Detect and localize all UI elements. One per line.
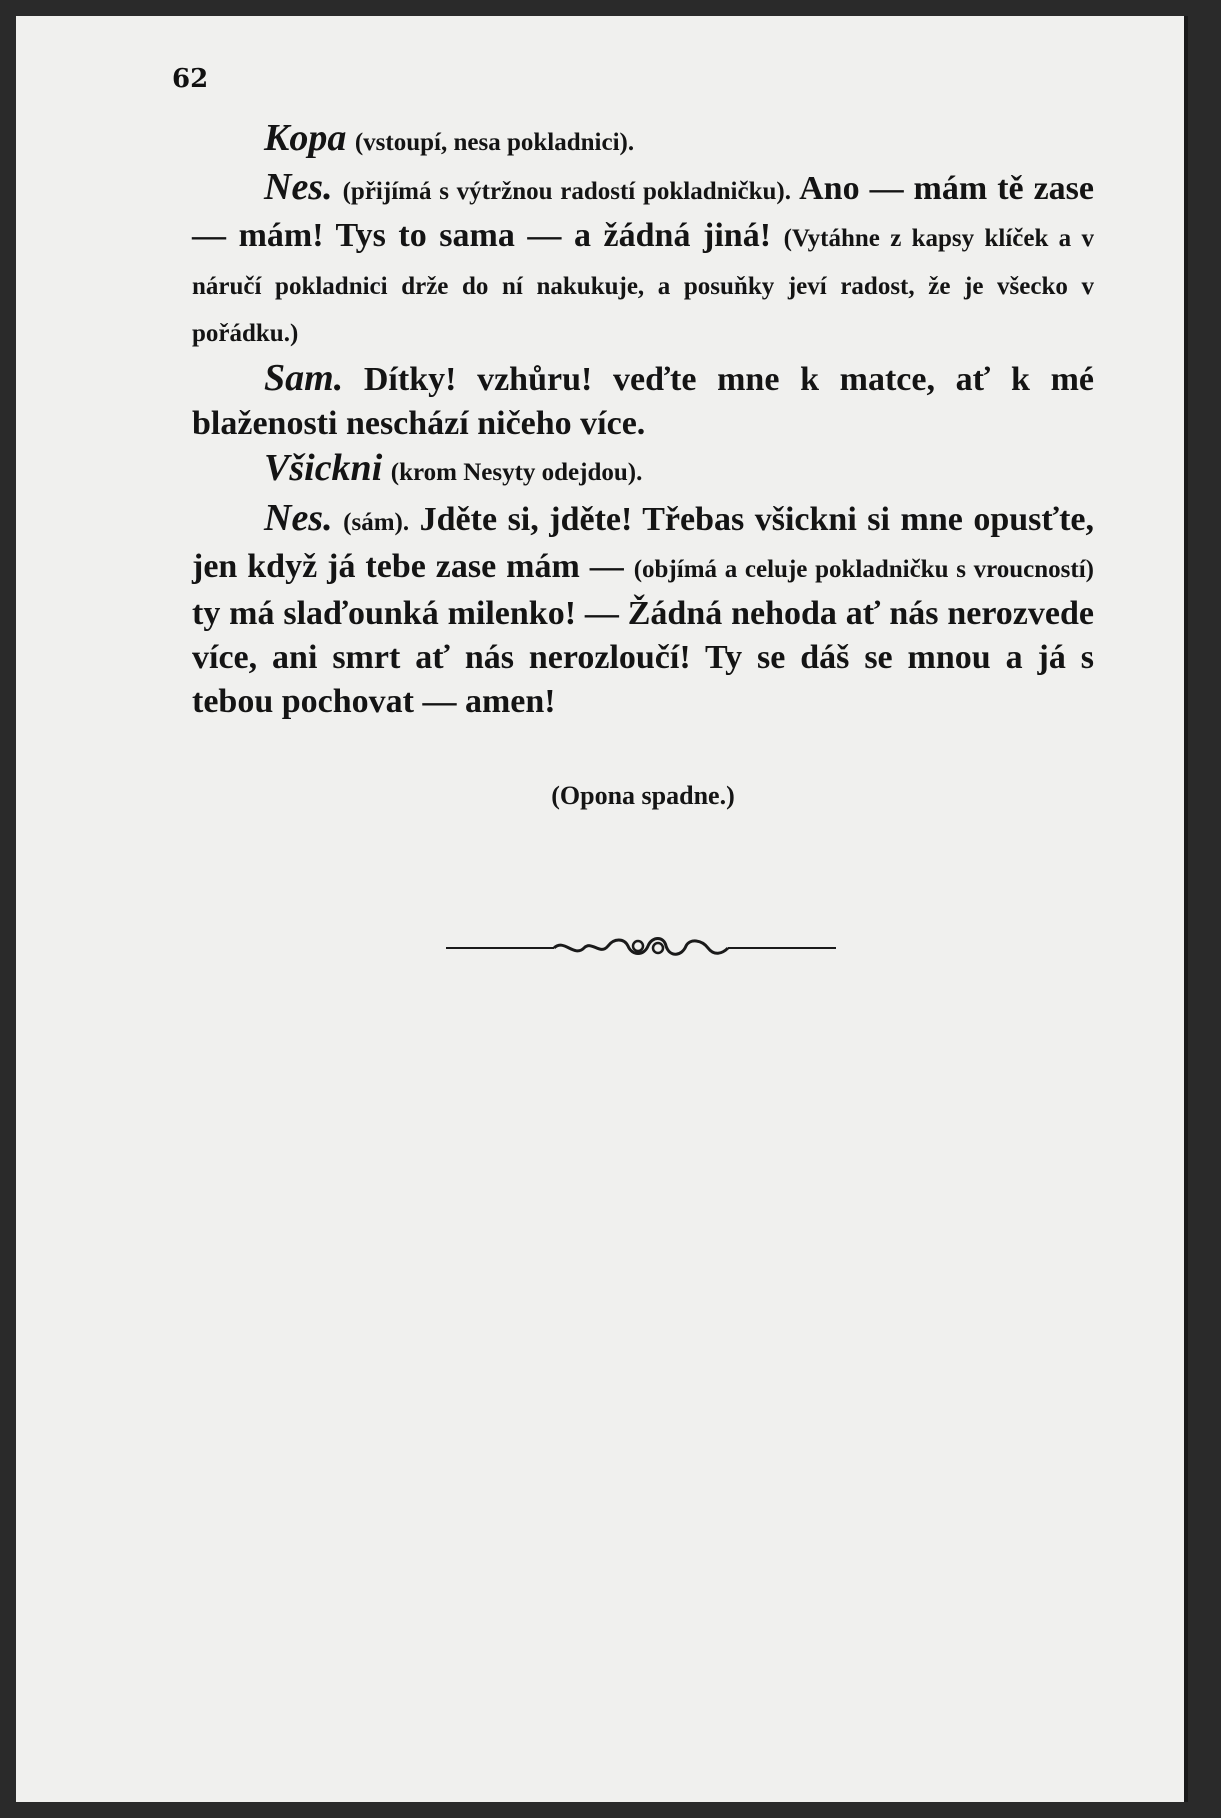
speaker-name: Nes.	[264, 496, 333, 539]
speaker-name: Kopa	[264, 117, 347, 159]
stage-direction: (Vytáhne z kapsy klíček a v náručí pokladnici drže do ní nakukuje, a posuňky jeví radost, že je všecko v pořádku.)	[192, 225, 1094, 347]
speech-text: Dítky! vzhůru! veďte mne k matce, ať k mé blaženosti neschází ničeho více.	[192, 361, 1094, 443]
book-page	[16, 16, 1188, 1802]
speaker-name: Všickni	[264, 447, 383, 490]
speech-text: Jděte si, jděte! Třebas všickni si mne opusťte, jen když já tebe zase mám —	[192, 500, 1095, 585]
play-text	[192, 116, 1094, 725]
speaker-name: Sam.	[264, 357, 344, 400]
speech-3	[192, 356, 1094, 446]
curtain-falls: (Opona spadne.)	[551, 781, 735, 810]
stage-direction: (krom Nesyty odejdou).	[390, 459, 643, 487]
end-ornament-icon	[446, 928, 836, 968]
page-number: 62	[172, 64, 209, 94]
stage-direction: (objímá a celuje pokladničku s vroucností)	[633, 555, 1094, 583]
speech-5	[192, 496, 1094, 725]
speech-text: ty má slaďounká milenko! — Žádná nehoda ať nás nerozvede více, ani smrt ať nás nerozloučí! Ty se dáš se mnou a já s tebou pochovat — amen!	[192, 595, 1094, 721]
speech-4	[192, 446, 1094, 495]
speech-2	[192, 165, 1094, 356]
speech-1	[192, 116, 1094, 165]
speech-text: Ano — mám tě zase — mám! Tys to sama — a žádná jiná!	[192, 170, 1095, 255]
stage-direction: (přijímá s výtržnou radostí pokladničku).	[342, 178, 791, 206]
stage-direction: (sám).	[343, 508, 410, 536]
speaker-name: Nes.	[264, 166, 333, 209]
stage-direction: (vstoupí, nesa pokladnici).	[354, 129, 635, 156]
